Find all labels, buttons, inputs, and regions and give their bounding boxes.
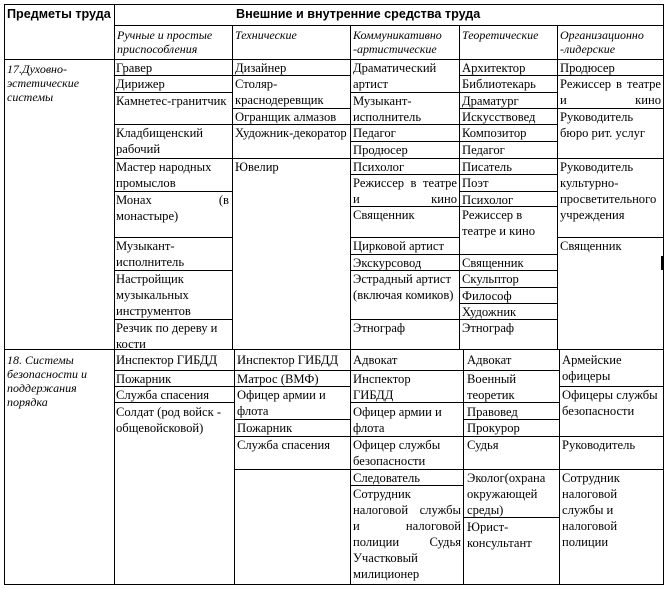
list-item: Этнограф <box>353 321 406 335</box>
list-item: Скульптор <box>462 272 519 286</box>
list-item: Адвокат <box>467 353 512 367</box>
list-item: Инспектор ГИБДД <box>116 353 218 367</box>
list-item: Музыкант-исполнитель <box>116 239 185 269</box>
page-edge-mark <box>661 256 664 270</box>
list-item: Инспектор ГИБДД <box>353 372 411 402</box>
table-border <box>557 25 558 350</box>
list-item: Режиссер в театре и кино <box>353 176 457 206</box>
column-header-communicative: Коммуникативно -артистические <box>353 28 442 56</box>
table-border <box>114 25 664 26</box>
list-item: Офицер армии и флота <box>237 388 326 418</box>
list-item: Гравер <box>116 61 153 75</box>
list-item: Офицер армии и флота <box>353 405 442 435</box>
column-header-manual: Ручные и простые приспособления <box>117 28 213 56</box>
list-item: Режиссер в театре и кино <box>462 208 535 238</box>
list-item: Композитор <box>462 126 527 140</box>
list-item: Драматург <box>462 94 519 108</box>
list-item: Прокурор <box>467 421 520 435</box>
list-item: Судья <box>467 438 499 452</box>
list-item: Офицер службы безопасности <box>353 438 441 468</box>
table-border <box>663 4 664 585</box>
list-item: Художник-декоратор <box>235 126 347 140</box>
list-item: Армейские офицеры <box>562 353 622 383</box>
list-item: Руководитель <box>562 438 636 452</box>
list-item: Правовед <box>467 405 518 419</box>
list-item: Поэт <box>462 176 489 190</box>
group-label-18: 18. Системы безопасности и поддержания порядка <box>7 353 87 409</box>
list-item: Архитектор <box>462 61 526 75</box>
list-item: Адвокат <box>353 353 398 367</box>
list-item: Психолог <box>462 193 514 207</box>
list-item: Продюсер <box>560 61 615 75</box>
list-item: Служба спасения <box>237 438 331 452</box>
list-item: Огранщик алмазов <box>235 110 337 124</box>
table-border <box>463 349 464 585</box>
list-item: Матрос (ВМФ) <box>237 372 319 386</box>
list-item: Столяр-краснодеревщик <box>235 77 324 107</box>
list-item: Священник <box>462 256 524 270</box>
list-item: Искусствовед <box>462 110 536 124</box>
list-item: Ювелир <box>235 160 279 174</box>
list-item: Руководитель культурно-просветительного учреждения <box>560 160 657 222</box>
list-item: Драматический артист <box>353 61 437 91</box>
table-border <box>4 349 664 350</box>
header-means: Внешние и внутренние средства труда <box>236 7 481 21</box>
list-item: Монах (в монастыре) <box>116 193 229 223</box>
group-label-17: 17.Духовно-эстетические системы <box>7 62 80 104</box>
list-item: Философ <box>462 289 512 303</box>
column-header-technical: Технические <box>235 28 297 42</box>
table-border <box>4 4 664 5</box>
column-header-theoretical: Теоретические <box>462 28 539 42</box>
list-item: Экскурсовод <box>353 256 422 270</box>
list-item: Музыкант-исполнитель <box>353 94 422 124</box>
list-item: Пожарник <box>237 421 293 435</box>
list-item: Настройщик музыкальных инструментов <box>116 272 191 318</box>
list-item: Библиотекарь <box>462 77 536 91</box>
list-item: Мастер народных промыслов <box>116 160 212 190</box>
list-item: Психолог <box>353 160 405 174</box>
cell-border <box>234 469 350 470</box>
list-item: Следователь <box>353 471 420 485</box>
table-border <box>459 25 460 350</box>
list-item: Педагог <box>353 126 396 140</box>
list-item: Юрист-консультант <box>467 520 532 550</box>
list-item: Офицеры службы безопасности <box>562 388 658 418</box>
list-item: Священник <box>353 208 415 222</box>
table-border <box>232 25 233 350</box>
list-item: Писатель <box>462 160 512 174</box>
column-header-organizational: Организационно -лидерские <box>560 28 644 56</box>
table-border <box>4 4 5 585</box>
list-item: Эстрадный артист (включая комиков) <box>353 272 454 302</box>
table-border <box>559 349 560 585</box>
list-item: Резчик по дереву и кости <box>116 321 218 351</box>
table-border <box>234 349 235 585</box>
list-item: Руководитель бюро рит. услуг <box>560 110 646 140</box>
list-item: Служба спасения <box>116 388 210 402</box>
header-subject: Предметы труда <box>7 7 111 21</box>
list-item: Священник <box>560 239 622 253</box>
list-item: Продюсер <box>353 143 408 157</box>
list-item: Кладбищенский рабочий <box>116 126 204 156</box>
list-item: Военный теоретик <box>467 372 517 402</box>
list-item: Инспектор ГИБДД <box>237 353 339 367</box>
list-item: Камнетес-гранитчик <box>116 94 227 108</box>
list-item: Этнограф <box>462 321 515 335</box>
list-item: Эколог(охрана окружающей среды) <box>467 471 546 517</box>
list-item: Сотрудник налоговой службы и налоговой полиции Судья Участковый милиционер <box>353 487 461 581</box>
list-item: Солдат (род войск - общевойсковой) <box>116 405 222 435</box>
list-item: Педагог <box>462 143 505 157</box>
list-item: Сотрудник налоговой службы и налоговой полиции <box>562 471 620 549</box>
list-item: Режиссер в театре и кино <box>560 77 661 107</box>
list-item: Художник <box>462 305 517 319</box>
list-item: Цирковой артист <box>353 239 445 253</box>
list-item: Дирижер <box>116 77 165 91</box>
list-item: Пожарник <box>116 372 172 386</box>
table-border <box>4 584 664 585</box>
table-border <box>350 25 351 585</box>
list-item: Дизайнер <box>235 61 287 75</box>
